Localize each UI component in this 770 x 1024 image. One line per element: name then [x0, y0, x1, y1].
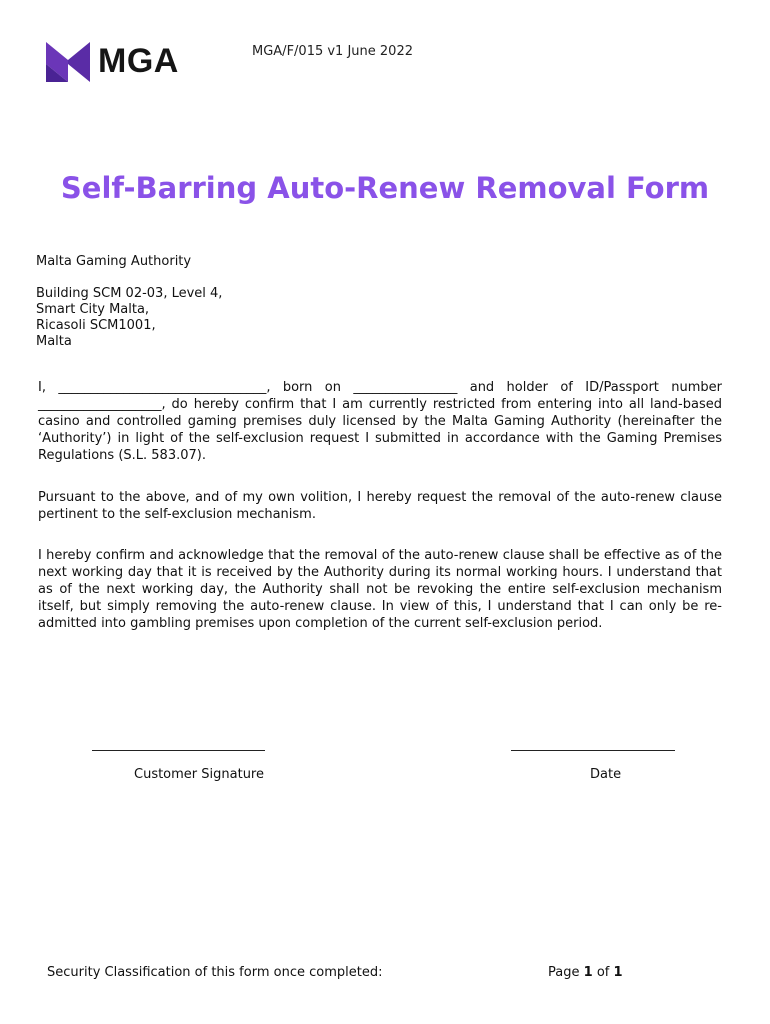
mga-logo-mark	[44, 40, 92, 82]
declaration-paragraph: I, ________________________________, born on ________________ and holder of ID/Passport number ___________________, do hereby confirm that I am currently restricted from entering into all land-based casino and controlled gaming premises duly licensed by the Malta Gaming Authority (hereinafter the ‘Authority’) in light of the self-exclusion request I submitted in accordance with the Gaming Premises Regulations (S.L. 583.07).	[38, 380, 722, 463]
mga-logo	[44, 40, 179, 82]
date-label: Date	[590, 767, 622, 782]
address-line: Building SCM 02-03, Level 4,	[36, 286, 223, 301]
security-classification: Security Classification of this form once completed:	[47, 965, 383, 980]
date-line[interactable]	[511, 750, 675, 751]
acknowledgement-paragraph: I hereby confirm and acknowledge that the removal of the auto-renew clause shall be effective as of the next working day that it is received by the Authority during its normal working hours. I understand that as of the next working day, the Authority shall not be revoking the entire self-exclusion mechanism itself, but simply removing the auto-renew clause. In view of this, I understand that I can only be re-admitted into gambling premises upon completion of the current self-exclusion period.	[38, 548, 722, 631]
customer-signature-line[interactable]	[92, 750, 265, 751]
address-line: Ricasoli SCM1001,	[36, 318, 156, 333]
organization-name: Malta Gaming Authority	[36, 254, 192, 269]
page-of: of	[596, 965, 610, 980]
customer-signature-label: Customer Signature	[134, 767, 264, 782]
page-number	[548, 965, 623, 980]
address-line: Smart City Malta,	[36, 302, 150, 317]
page-total: 1	[613, 965, 623, 980]
address-line: Malta	[36, 334, 72, 349]
form-title: Self-Barring Auto-Renew Removal Form	[60, 171, 710, 205]
form-reference: MGA/F/015 v1 June 2022	[252, 44, 413, 59]
page-current: 1	[583, 965, 593, 980]
request-paragraph: Pursuant to the above, and of my own volition, I hereby request the removal of the auto-renew clause pertinent to the self-exclusion mechanism.	[38, 490, 722, 522]
page-prefix: Page	[548, 965, 580, 980]
logo-text: MGA	[98, 42, 179, 80]
address-block	[36, 254, 222, 350]
